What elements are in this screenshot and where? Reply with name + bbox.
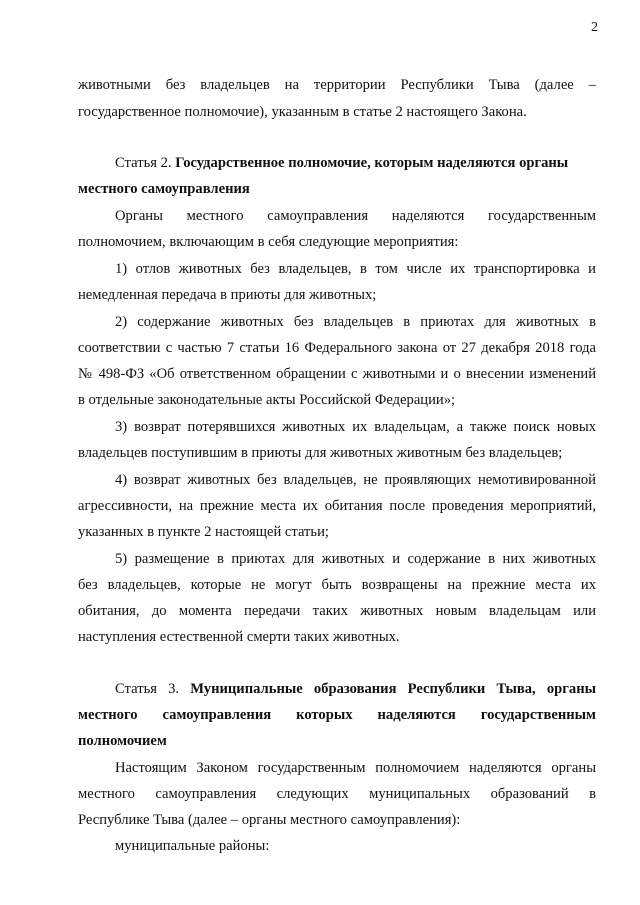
text-line: № 498-ФЗ «Об ответственном обращении с животными и о внесении изменений	[78, 366, 596, 382]
text-line: без владельцев, которые не могут быть возвращены на прежние места их	[78, 577, 596, 593]
list-item: 5) размещение в приютах для животных и содержание в них животных	[115, 551, 596, 567]
article-2-title: Государственное полномочие, которым наделяются органы	[175, 155, 569, 171]
text-line: животными без владельцев на территории Республики Тыва (далее –	[78, 77, 596, 93]
text-line: Настоящим Законом государственным полномочием наделяются органы	[115, 760, 596, 776]
text-line: полномочием, включающим в себя следующие мероприятия:	[78, 234, 459, 250]
text-line: муниципальные районы:	[115, 838, 270, 854]
text-line: соответствии с частью 7 статьи 16 Федерального закона от 27 декабря 2018 года	[78, 340, 596, 356]
text-line: Органы местного самоуправления наделяются государственным	[115, 208, 596, 224]
text-line: указанных в пункте 2 настоящей статьи;	[78, 524, 329, 540]
text-line: в отдельные законодательные акты Российской Федерации»;	[78, 392, 456, 408]
article-2-title-cont: местного самоуправления	[78, 181, 250, 197]
list-item: 1) отлов животных без владельцев, в том числе их транспортировка и	[115, 261, 596, 277]
list-item: 3) возврат потерявшихся животных их владельцам, а также поиск новых	[115, 419, 596, 435]
article-2-heading	[115, 154, 596, 172]
text-line: Республике Тыва (далее – органы местного самоуправления):	[78, 812, 461, 828]
text-line: владельцев поступившим в приюты для животных животным без владельцев;	[78, 445, 563, 461]
list-item: 4) возврат животных без владельцев, не проявляющих немотивированной	[115, 472, 596, 488]
list-item: 2) содержание животных без владельцев в приютах для животных в	[115, 314, 596, 330]
text-line: обитания, до момента передачи таких животных новым владельцам или	[78, 603, 596, 619]
article-3-heading	[115, 680, 596, 698]
text-line: местного самоуправления следующих муниципальных образований в	[78, 786, 596, 802]
text-line: государственное полномочие), указанным в статье 2 настоящего Закона.	[78, 104, 527, 120]
article-3-title-cont: полномочием	[78, 733, 167, 749]
article-2-prefix: Статья 2.	[115, 155, 176, 171]
article-3-prefix: Статья 3.	[115, 681, 191, 697]
text-line: агрессивности, на прежние места их обитания после проведения мероприятий,	[78, 498, 596, 514]
article-3-title: Муниципальные образования Республики Тыва, органы	[190, 681, 596, 697]
text-line: немедленная передача в приюты для животных;	[78, 287, 377, 303]
article-3-title-cont: местного самоуправления которых наделяются государственным	[78, 707, 596, 723]
text-line: наступления естественной смерти таких животных.	[78, 629, 400, 645]
page-number: 2	[591, 20, 598, 35]
